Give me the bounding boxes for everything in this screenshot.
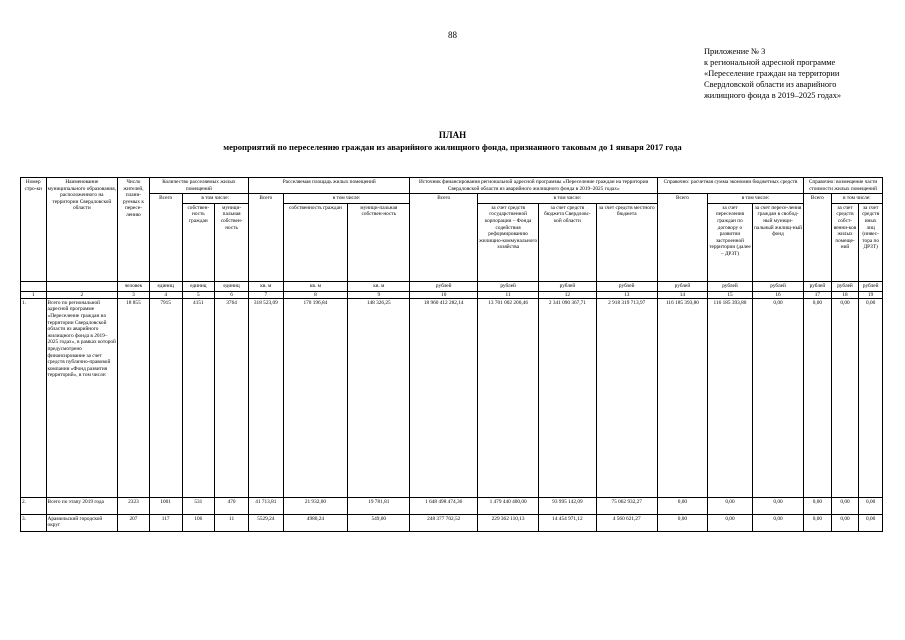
cell: 93 995 142,09 xyxy=(539,497,596,514)
cell: 470 xyxy=(215,497,249,514)
appendix-line: к региональной адресной программе xyxy=(704,58,836,67)
header-cell: в том числе: xyxy=(831,194,882,204)
table-row xyxy=(21,298,883,497)
header-cell: за счет пересе-ления граждан в свобод-ный муници-пальный жилищ-ный фонд xyxy=(752,203,803,281)
header-cell: собственность граждан xyxy=(283,203,347,281)
column-number: 16 xyxy=(752,291,803,298)
header-cell: муници-пальная собствен-ность xyxy=(348,203,410,281)
header-cell: в том числе: xyxy=(283,194,410,204)
header-cell: собствен-ность граждан xyxy=(182,203,215,281)
cell: 0,00 xyxy=(752,514,803,531)
row-number: 2. xyxy=(21,497,47,514)
column-number: 5 xyxy=(182,291,215,298)
cell: 0,00 xyxy=(657,497,707,514)
column-number: 14 xyxy=(657,291,707,298)
column-number: 3 xyxy=(118,291,150,298)
table-row xyxy=(21,497,883,514)
row-number: 3. xyxy=(21,514,47,531)
cell: 1 479 440 400,00 xyxy=(477,497,538,514)
unit-cell: кв. м xyxy=(348,281,410,291)
unit-cell xyxy=(46,281,118,291)
plan-table xyxy=(20,177,883,532)
header-cell: за счет средств местного бюджета xyxy=(596,203,657,281)
column-number: 9 xyxy=(348,291,410,298)
plan-subtitle: мероприятий по переселению граждан из аварийного жилищного фонда, признанного таковым до 1 января 2017 года xyxy=(223,142,682,152)
unit-cell: кв. м xyxy=(248,281,283,291)
header-cell: за счет переселения граждан по договору о развитии застроенной территории (далее – ДРЗТ) xyxy=(707,203,752,281)
column-number: 8 xyxy=(283,291,347,298)
appendix-line: Приложение № 3 xyxy=(704,47,766,56)
column-number: 13 xyxy=(596,291,657,298)
plan-title: ПЛАН xyxy=(438,130,467,140)
appendix-block xyxy=(704,46,899,101)
column-number: 18 xyxy=(831,291,859,298)
cell: 549,00 xyxy=(348,514,410,531)
cell: 1 648 498 474,36 xyxy=(410,497,477,514)
cell: 2 918 319 713,97 xyxy=(596,298,657,497)
column-number: 10 xyxy=(410,291,477,298)
cell: 0,00 xyxy=(804,298,832,497)
unit-cell: рублей xyxy=(859,281,883,291)
header-cell: Число жителей, плани-руемых к пересе-лению xyxy=(118,178,150,282)
row-name: Арамильский городской округ xyxy=(46,514,118,531)
cell: 19 781,81 xyxy=(348,497,410,514)
cell: 14 454 971,12 xyxy=(539,514,596,531)
row-name: Всего по региональной адресной программе «Переселение граждан на территории Свердловской области из аварийного жилищного фонда в 2019–2025 годах», в рамках которой предусмотрено финансирование за счет средств публично-правовой компании «Фонд развития территорий», в том числе: xyxy=(46,298,118,497)
header-cell: Всего xyxy=(149,194,182,282)
header-cell: Наименование муниципального образования, расположенного на территории Свердловской области xyxy=(46,178,118,282)
appendix-line: Свердловской области из аварийного xyxy=(704,80,837,89)
header-cell: за счет средств иных лиц (инвес-тора по ДРЗТ) xyxy=(859,203,883,281)
unit-cell: рублей xyxy=(831,281,859,291)
cell: 170 196,84 xyxy=(283,298,347,497)
header-cell: Всего xyxy=(804,194,832,282)
cell: 0,00 xyxy=(707,497,752,514)
unit-cell: рублей xyxy=(539,281,596,291)
cell: 1001 xyxy=(149,497,182,514)
column-number: 1 xyxy=(21,291,47,298)
unit-cell: рублей xyxy=(707,281,752,291)
unit-cell: рублей xyxy=(596,281,657,291)
appendix-line: жилищного фонда в 2019–2025 годах» xyxy=(704,91,842,100)
cell: 148 326,25 xyxy=(348,298,410,497)
header-cell: в том числе: xyxy=(477,194,657,204)
cell: 0,00 xyxy=(831,514,859,531)
cell: 0,00 xyxy=(859,514,883,531)
cell: 18 855 xyxy=(118,298,150,497)
unit-cell: единиц xyxy=(149,281,182,291)
unit-cell: рублей xyxy=(477,281,538,291)
unit-cell: кв. м xyxy=(283,281,347,291)
table-row xyxy=(21,514,883,531)
cell: 0,00 xyxy=(752,497,803,514)
header-cell: Расселяемая площадь жилых помещений xyxy=(248,178,410,194)
cell: 41 713,81 xyxy=(248,497,283,514)
cell: 0,00 xyxy=(707,514,752,531)
header-cell: Справочно: расчетная сумма экономии бюджетных средств xyxy=(657,178,803,194)
cell: 2 341 090 367,71 xyxy=(539,298,596,497)
cell: 3764 xyxy=(215,298,249,497)
header-cell: за счет средств бюджета Свердловс-кой области xyxy=(539,203,596,281)
row-name: Всего по этапу 2019 года xyxy=(46,497,118,514)
header-cell: Номер стро-ки xyxy=(21,178,47,282)
column-number: 4 xyxy=(149,291,182,298)
column-number: 15 xyxy=(707,291,752,298)
cell: 7915 xyxy=(149,298,182,497)
header-cell: за счет средств государственной корпорации – Фонда содействия реформированию жилищно-коммунального хозяйства xyxy=(477,203,538,281)
cell: 318 523,09 xyxy=(248,298,283,497)
column-number: 7 xyxy=(248,291,283,298)
unit-cell: рублей xyxy=(752,281,803,291)
cell: 75 062 932,27 xyxy=(596,497,657,514)
appendix-line: «Переселение граждан на территории xyxy=(704,69,840,78)
cell: 0,00 xyxy=(831,497,859,514)
header-cell: Количество расселяемых жилых помещений xyxy=(149,178,248,194)
cell: 21 932,00 xyxy=(283,497,347,514)
cell: 4151 xyxy=(182,298,215,497)
cell: 106 xyxy=(182,514,215,531)
header-cell: Всего xyxy=(657,194,707,282)
header-row xyxy=(21,194,883,204)
column-number: 2 xyxy=(46,291,118,298)
cell: 116 185 393,80 xyxy=(657,298,707,497)
cell: 0,00 xyxy=(804,514,832,531)
column-number: 19 xyxy=(859,291,883,298)
header-row xyxy=(21,178,883,194)
unit-cell xyxy=(21,281,47,291)
column-number: 12 xyxy=(539,291,596,298)
cell: 207 xyxy=(118,514,150,531)
unit-cell: рублей xyxy=(410,281,477,291)
cell: 5529,24 xyxy=(248,514,283,531)
cell: 2323 xyxy=(118,497,150,514)
cell: 248 377 702,52 xyxy=(410,514,477,531)
units-row xyxy=(21,281,883,291)
unit-cell: единиц xyxy=(215,281,249,291)
cell: 11 xyxy=(215,514,249,531)
header-cell: в том числе: xyxy=(182,194,248,204)
cell: 13 701 002 200,46 xyxy=(477,298,538,497)
cell: 4980,24 xyxy=(283,514,347,531)
header-cell: Всего xyxy=(248,194,283,282)
cell: 4 560 621,27 xyxy=(596,514,657,531)
cell: 0,00 xyxy=(859,298,883,497)
cell: 0,00 xyxy=(657,514,707,531)
header-cell: Справочно: возмещение части стоимости жилых помещений xyxy=(804,178,883,194)
unit-cell: человек xyxy=(118,281,150,291)
cell: 0,00 xyxy=(804,497,832,514)
column-number: 6 xyxy=(215,291,249,298)
cell: 531 xyxy=(182,497,215,514)
header-cell: Всего xyxy=(410,194,477,282)
header-cell: за счет средств собст-венни-ков жилых помеще-ний xyxy=(831,203,859,281)
cell: 0,00 xyxy=(752,298,803,497)
column-number: 17 xyxy=(804,291,832,298)
header-cell: Источник финансирования региональной адресной программы «Переселение граждан на территории Свердловской области из аварийного жилищного фонда в 2019–2025 годах» xyxy=(410,178,657,194)
page-number: 88 xyxy=(448,30,457,40)
column-number-row xyxy=(21,291,883,298)
unit-cell: рублей xyxy=(657,281,707,291)
unit-cell: единиц xyxy=(182,281,215,291)
row-number: 1. xyxy=(21,298,47,497)
header-cell: в том числе: xyxy=(707,194,803,204)
cell: 117 xyxy=(149,514,182,531)
cell: 116 185 393,80 xyxy=(707,298,752,497)
column-number: 11 xyxy=(477,291,538,298)
header-cell: муници-пальная собствен-ность xyxy=(215,203,249,281)
cell: 229 362 110,13 xyxy=(477,514,538,531)
cell: 18 960 412 282,14 xyxy=(410,298,477,497)
unit-cell: рублей xyxy=(804,281,832,291)
cell: 0,00 xyxy=(831,298,859,497)
cell: 0,00 xyxy=(859,497,883,514)
